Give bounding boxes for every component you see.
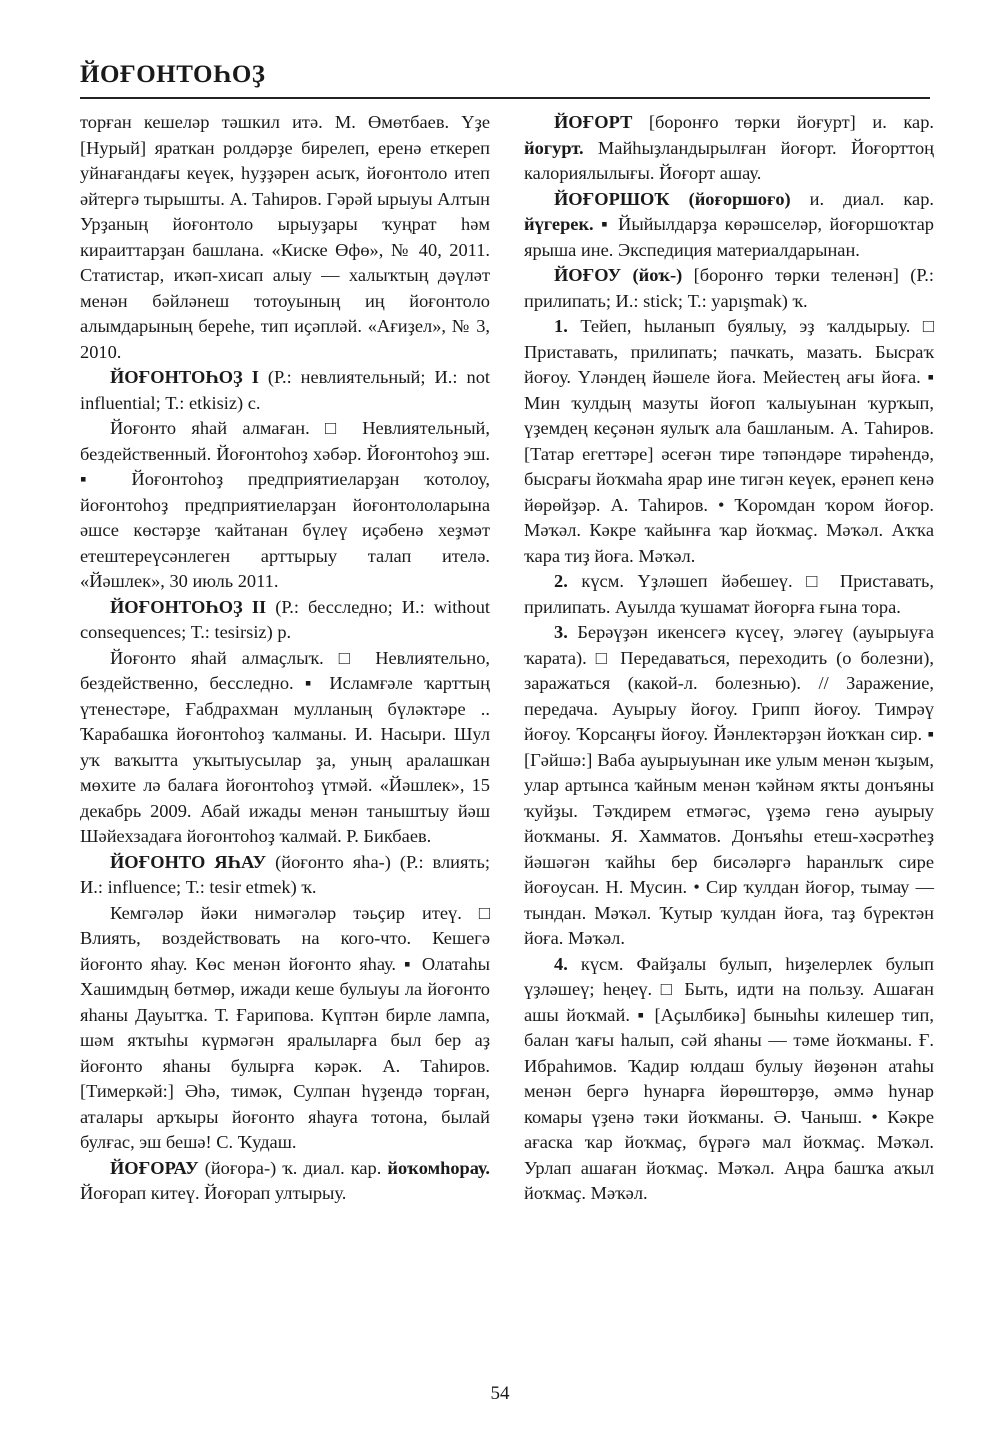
- headword: ЙОҒОНТО ЯҺАУ: [110, 851, 267, 872]
- entry-header: [524, 263, 934, 314]
- sense-paragraph: [524, 952, 934, 1207]
- sense-number: 2.: [554, 571, 568, 591]
- entry-header: [80, 1156, 490, 1207]
- header-rule: [80, 97, 930, 99]
- sense-number: 4.: [554, 953, 568, 974]
- entry-body: ▪ Йыйылдарҙа көрәшселәр, йоғоршоҡтар ярыша ине. Экспедиция материалдарынан.: [524, 214, 934, 260]
- entry-header: [80, 850, 490, 901]
- entry-header: [80, 595, 490, 646]
- grammar-note: (йоғора-) ҡ. диал. кар.: [198, 1157, 382, 1178]
- entry-body: Кемгәләр йәки нимәгәләр тәьҫир итеү. □ Влиять, воздействовать на кого-что. Кешегә йоғонто яһау. Көс менән йоғонто яһау. ▪ Олатаһы Хашимдың бөтмөр, ижади кеше булыуы ла йоғонто яһаны Дауытҡа. Т. Ғарипова. Күптән бирле лампа, шәм яҡтыһы күрмәгән яралыларға был бер аҙ йоғонто яһаны булырға кәрәк. А. Таһиров. [Тимеркәй:] Әһә, тимәк, Сулпан һүҙендә торған, аталары арҡыры йоғонто яһауға тотона, былай булғас, эш бешә! С. Ҡудаш.: [80, 902, 490, 1152]
- entry-body: Майһыҙландырылған йоғорт. Йоғорттоң калориялылығы. Йоғорт ашау.: [524, 137, 934, 183]
- entry-header: [524, 187, 934, 264]
- headword: ЙОҒОНТОҺОҘ I: [110, 367, 259, 387]
- running-title: ЙОҒОНТОҺОҘ: [80, 61, 266, 88]
- entry-body: Йоғонто яһай алмаҫлыҡ. □ Невлиятельно, бездейственно, бесследно. ▪ Исламғәле ҡарттың үтенестәре, Ғабдрахман мулланың бүләктәре .. Ҡарабашка йоғонтоһоҙ ҡалманы. И. Насыри. Шул уҡ ваҡытта уҡытыусылар ҙа, уның аралашкан мөхите лә балаға йоғонтоһоҙ үтмәй. «Йәшлек», 15 декабрь 2009. Абай ижады менән таныштыу йәш Шәйехзадаға йоғонтоһоҙ ҡалмай. Р. Бикбаев.: [80, 647, 490, 846]
- headword: ЙОҒОРАУ: [110, 1157, 199, 1178]
- cross-reference: йүгерек.: [524, 214, 594, 234]
- headword: ЙОҒОРШОҠ (йоғоршоғо): [554, 188, 791, 209]
- sense-body: Берәүҙән икенсегә күсеү, эләгеү (ауырыуға ҡарата). □ Передаваться, переходить (о болезни), заражаться (какой-л. болезнью). // Заражение, передача. Ауырыу йоғоу. Грипп йоғоу. Тимрәү йоғоу. Ҡорсаңғы йоғоу. Йәнлектәрҙән йоҡҡан сир. ▪ [Гәйшә:] Ваба ауырыуынан ике улым менән ҡыҙым, улар артынса ҡайным менән ҡәйнәм яҡты донъяны ҡуйҙы. Тәҡдирем етмәгәс, үҙемә генә ауырыу йоҡманы. Я. Хамматов. Донъяһы етеш-хәсрәтһеҙ йәшәгән ҡайһы бер бисәләргә һаранлыҡ сире йоғоусан. Н. Мусин. • Сир ҡулдан йоғор, тымау — тындан. Мәҡәл. Ҡутыр ҡулдан йоға, таҙ бүректән йоға. Мәҡәл.: [524, 622, 934, 948]
- grammar-note: и. диал. кар.: [790, 188, 934, 209]
- entry-body: Йоғорап китеү. Йоғорап ултырыу.: [80, 1183, 347, 1203]
- sense-body: күсм. Файҙалы булып, һиҙелерлек булып үҙләшеү; һеңеү. □ Быть, идти на пользу. Ашаған ашы йоҡмай. ▪ [Аҫылбикә] быныһы килешер тип, балан ҡағы һалып, сәй яһаны — тәме йоҡманы. Ғ. Ибраһимов. Ҡадир юлдаш булыу йөҙөнән атаһы менән бергә һунарға йөрөштөрҙө, әммә һунар комары үҙенә тәки йоҡманы. Ә. Чаныш. • Кәкре ағаска ҡар йоҡмаҫ, бүрәгә мал йоҡмаҫ. Мәҡәл. Урлап ашаған йоҡмаҫ. Мәҡәл. Аңра башҡа аҡыл йоҡмаҫ. Мәҡәл.: [524, 953, 934, 1203]
- entry-header: [80, 365, 490, 416]
- entry-header: [524, 110, 934, 187]
- headword: ЙОҒОНТОҺОҘ II: [110, 596, 267, 617]
- sense-paragraph: [524, 620, 934, 952]
- entry-continuation: торған кешеләр тәшкил итә. М. Өмөтбаев. Үҙе [Нурый] яраткан ролдәрҙе бирелеп, еренә еткереп уйнағандағы кеүек, һуҙҙәрен асыҡ, йоғонтоло итеп әйтергә тырышты. А. Таһиров. Гәрәй ырыуы Алтын Урҙаның йоғонтоло ырыуҙары ҡуңрат һәм кираиттарҙан башлана. «Киске Өфө», № 40, 2011. Статистар, иҡәп-хисап алыу — халыҡтың дәүләт менән бәйләнеш тотоуының иң йоғонтоло алымдарының береһе, тип иҫәпләй. «Ағиҙел», № 3, 2010.: [80, 112, 490, 362]
- headword: ЙОҒОУ (йоҡ-): [554, 265, 683, 285]
- left-column: [80, 110, 490, 1207]
- grammar-note: [боронғо төрки теленән] (Р.: прилипать; И.: stick; Т.: yapışmak) ҡ.: [524, 265, 934, 311]
- cross-reference: йогурт.: [524, 137, 584, 158]
- grammar-note: (Р.: бесследно; И.: without consequences; Т.: tesirsiz) р.: [80, 596, 490, 642]
- right-column: [524, 110, 934, 1207]
- sense-paragraph: [524, 569, 934, 620]
- sense-body: Тейеп, һыланып буялыу, эҙ ҡалдырыу. □ Приставать, прилипать; пачкать, мазать. Бысраҡ йоғоу. Үләндең йәшеле йоға. Мейестең ағы йоға. ▪ Мин ҡулдың мазуты йоғоп ҡалыуынан ҡурҡып, үҙемдең кеҫәнән яулыҡ ала башланым. А. Таһиров. [Татар егеттәре] әсеғән тире тәпәндәре тирәһендә, бысрағы йоҡмаһа ярар ине тигән кеүек, ерәнеп кенә йөрөйҙәр. А. Таһиров. • Ҡоромдан ҡором йоғор. Мәҡәл. Кәкре ҡайынға ҡар йоҡмаҫ. Мәҡәл. Аҡҡа ҡара тиҙ йоға. Мәҡәл.: [524, 316, 934, 566]
- grammar-note: (Р.: невлиятельный; И.: not influential; Т.: etkisiz) с.: [80, 367, 490, 413]
- headword: ЙОҒОРТ: [554, 112, 633, 132]
- page-number: 54: [490, 1383, 510, 1404]
- grammar-note: (йоғонто яһа-) (Р.: влиять; И.: influence; Т.: tesir etmek) ҡ.: [80, 851, 490, 897]
- sense-number: 3.: [554, 622, 568, 642]
- sense-paragraph: [524, 314, 934, 569]
- sense-number: 1.: [554, 316, 568, 336]
- entry-body: Йоғонто яһай алмаған. □ Невлиятельный, бездейственный. Йоғонтоһоҙ хәбәр. Йоғонтоһоҙ эш. ▪ Йоғонтоһоҙ предприятиеларҙан ҡотолоу, йоғонтоһоҙ предприятиеларҙан йоғонтололарына әшсе көстәрҙе ҡайтанан бүлеү иҫәбенә хеҙмәт етештереүсәнлеген арттырыу талап ителә. «Йәшлек», 30 июль 2011.: [80, 418, 490, 591]
- grammar-note: [боронғо төрки йоғурт] и. кар.: [632, 112, 934, 132]
- cross-reference: йоҡомһорау.: [381, 1157, 490, 1178]
- sense-body: күсм. Үҙләшеп йәбешеү. □ Приставать, прилипать. Ауылда ҡушамат йоғорға ғына тора.: [524, 571, 934, 617]
